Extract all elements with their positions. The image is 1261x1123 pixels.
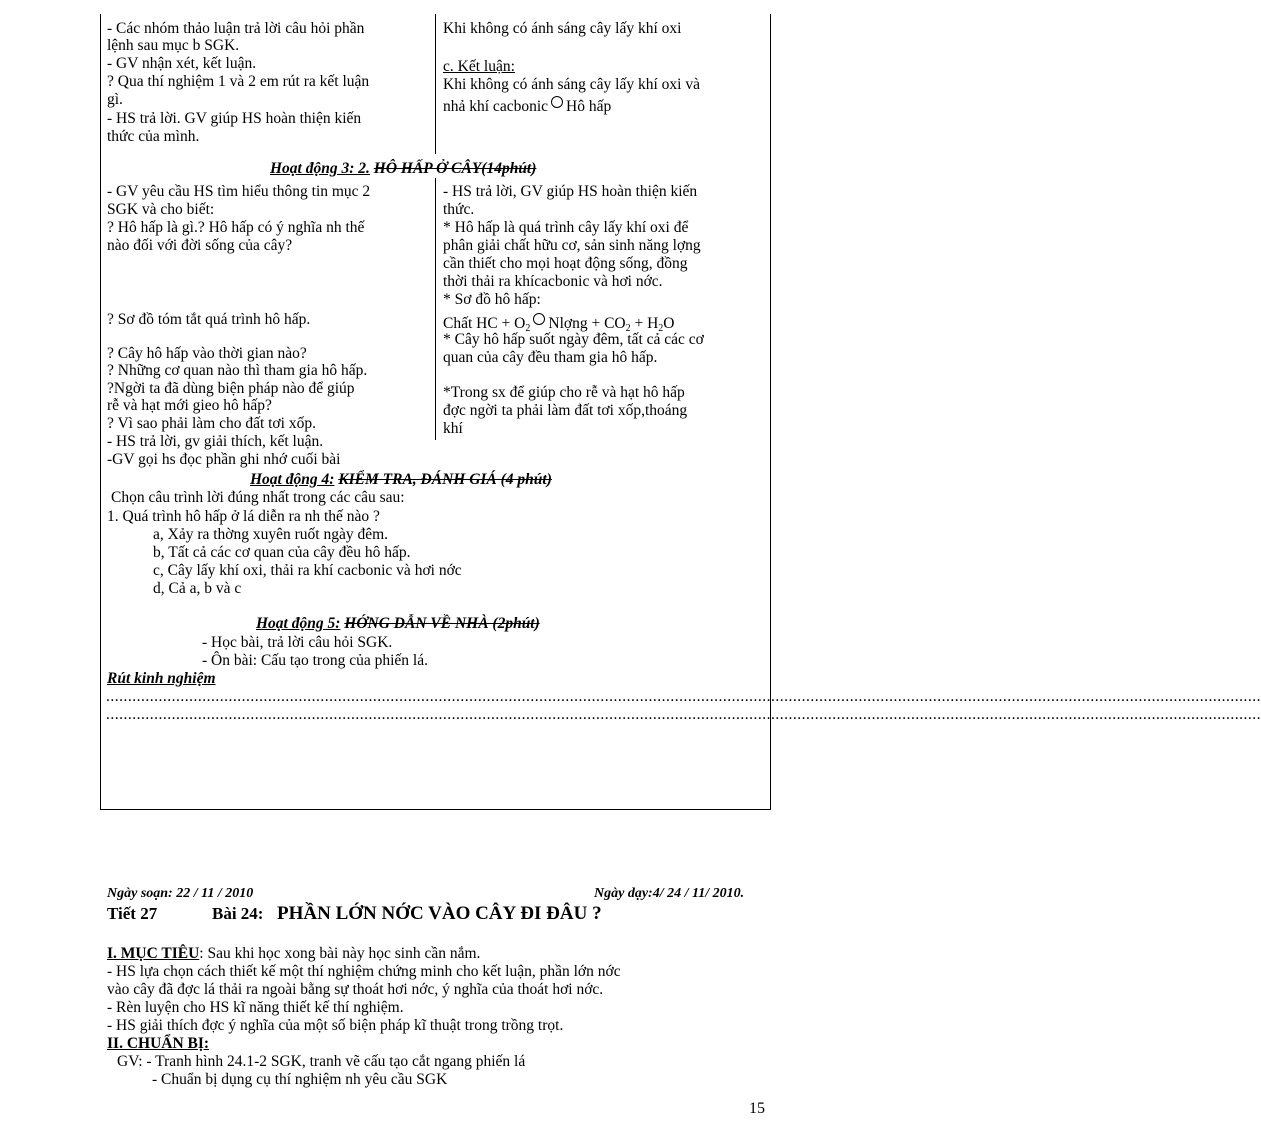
act3-left-line-1: - GV yêu cầu HS tìm hiểu thông tin mục 2 [107,183,371,200]
muc-tieu-line-2: vào cây đã đợc lá thải ra ngoài bằng sự thoát hơi nớc, ý nghĩa của thoát hơi nớc. [107,981,604,998]
act5-title: Hoạt động 5: HỚNG DẪN VỀ NHÀ (2phút) [256,615,540,632]
act3-right-line-11: đợc ngời ta phải làm đất tơi xốp,thoáng [443,402,688,419]
act3-left-line-5: ? Sơ đồ tóm tắt quá trình hô hấp. [107,311,311,328]
act3-right-line-8: * Cây hô hấp suốt ngày đêm, tất cả các cơ [443,331,704,348]
respiration-formula: Chất HC + $O_2$ Nlợng + $CO_2 + H_2O$ [443,315,675,334]
tiet-number: Tiết 27 [107,904,158,923]
top-right-line-1: Khi không có ánh sáng cây lấy khí oxi [443,20,682,37]
top-left-line-5: gì. [107,91,123,108]
act3-left-line-12: -GV gọi hs đọc phần ghi nhớ cuối bài [107,451,341,468]
act3-left-line-8: ?Ngời ta đã dùng biện pháp nào để giúp [107,380,355,397]
act3-right-line-12: khí [443,420,463,437]
act5-line-2: - Ôn bài: Cấu tạo trong của phiến lá. [202,652,428,669]
act3-left-line-6: ? Cây hô hấp vào thời gian nào? [107,345,307,362]
act3-left-line-2: SGK và cho biết: [107,201,215,218]
act3-left-line-7: ? Những cơ quan nào thì tham gia hô hấp. [107,362,368,379]
act3-right-line-1: - HS trả lời, GV giúp HS hoàn thiện kiến [443,183,698,200]
act3-title: Hoạt động 3: 2. HÔ HẤP Ở CÂY(14phút) [270,160,537,177]
act3-right-line-9: quan của cây đều tham gia hô hấp. [443,349,658,366]
lesson-title: PHẦN LỚN NỚC VÀO CÂY ĐI ĐÂU ? [277,903,602,924]
act3-right-line-3: * Hô hấp là quá trình cây lấy khí oxi để [443,219,689,236]
act4-option-b: b, Tất cả các cơ quan của cây đều hô hấp. [153,544,411,561]
act4-option-d: d, Cả a, b và c [153,580,242,597]
act3-right-line-7: * Sơ đồ hô hấp: [443,291,541,308]
act4-line-2: 1. Quá trình hô hấp ở lá diễn ra nh thế nào ? [107,508,380,525]
muc-tieu-line-3: - Rèn luyện cho HS kĩ năng thiết kế thí nghiệm. [107,999,404,1016]
top-left-line-2: lệnh sau mục b SGK. [107,37,240,54]
act3-right-line-5: cần thiết cho mọi hoạt động sống, đồng [443,255,688,272]
act3-left-line-3: ? Hô hấp là gì.? Hô hấp có ý nghĩa nh thế [107,219,365,236]
ngay-soan: Ngày soạn: 22 / 11 / 2010 [107,886,254,901]
rut-kinh-nghiem-heading: Rút kinh nghiệm [107,670,216,687]
act5-line-1: - Học bài, trả lời câu hỏi SGK. [202,634,393,651]
chuan-bi-line-1: GV: - Tranh hình 24.1-2 SGK, tranh vẽ cấu tạo cắt ngang phiến lá [117,1053,526,1070]
page-number: 15 [749,1100,765,1117]
notes-dotted-line-2: ........................................................................................................................................................................................................................................................................ [106,706,1261,723]
act4-title: Hoạt động 4: KIỂM TRA, ĐÁNH GIÁ (4 phút) [250,471,552,488]
top-right-line-2: Khi không có ánh sáng cây lấy khí oxi và [443,76,700,93]
top-right-line-3: nhả khí cacbonic Hô hấp [443,98,612,115]
act3-right-line-6: thời thải ra khícacbonic và hơi nớc. [443,273,663,290]
act3-right-line-4: phân giải chất hữu cơ, sản sinh năng lợng [443,237,701,254]
notes-dotted-line-1: ........................................................................................................................................................................................................................................................................ [106,688,1261,705]
act3-left-line-10: ? Vì sao phải làm cho đất tơi xốp. [107,415,316,432]
act3-right-line-2: thức. [443,201,475,218]
muc-tieu-line-4: - HS giải thích đợc ý nghĩa của một số biện pháp kĩ thuật trong trồng trọt. [107,1017,564,1034]
top-left-line-3: - GV nhận xét, kết luận. [107,55,257,72]
top-left-line-1: - Các nhóm thảo luận trả lời câu hỏi phần [107,20,365,37]
column-divider-act3 [435,178,436,440]
muc-tieu: I. MỤC TIÊU: Sau khi học xong bài này học sinh cần nắm. [107,945,481,962]
act3-right-line-10: *Trong sx để giúp cho rễ và hạt hô hấp [443,384,685,401]
top-left-line-6: - HS trả lời. GV giúp HS hoàn thiện kiến [107,110,362,127]
bai-number: Bài 24: [212,904,264,923]
ket-luan-heading: c. Kết luận: [443,58,515,75]
act4-option-c: c, Cây lấy khí oxi, thải ra khí cacbonic và hơi nớc [153,562,462,579]
act4-option-a: a, Xảy ra thờng xuyên ruốt ngày đêm. [153,526,389,543]
ngay-day: Ngày dạy:4/ 24 / 11/ 2010. [594,886,745,901]
column-divider-top [435,14,436,154]
act3-left-line-11: - HS trả lời, gv giải thích, kết luận. [107,433,324,450]
arrow-circle-icon [551,96,563,108]
act3-left-line-9: rễ và hạt mới gieo hô hấp? [107,397,272,414]
chuan-bi-heading: II. CHUẨN BỊ: [107,1035,210,1052]
act3-left-line-4: nào đối với đời sống của cây? [107,237,293,254]
top-left-line-7: thức của mình. [107,128,200,145]
top-left-line-4: ? Qua thí nghiệm 1 và 2 em rút ra kết luận [107,73,370,90]
muc-tieu-line-1: - HS lựa chọn cách thiết kế một thí nghiệm chứng minh cho kết luận, phần lớn nớc [107,963,621,980]
act4-line-1: Chọn câu trình lời đúng nhất trong các câu sau: [111,489,405,506]
arrow-circle-icon [533,313,545,325]
chuan-bi-line-2: - Chuẩn bị dụng cụ thí nghiệm nh yêu cầu SGK [152,1071,448,1088]
